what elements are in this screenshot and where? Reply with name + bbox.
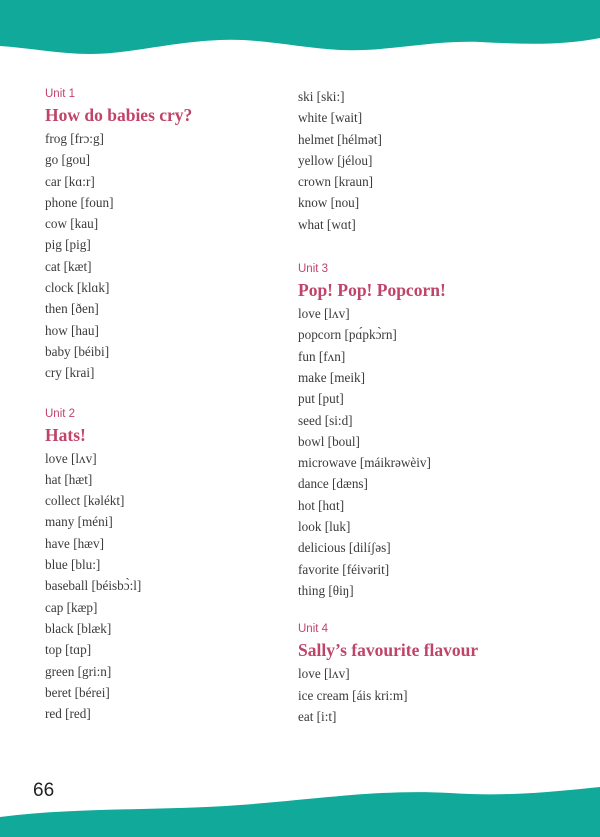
- vocab-word: collect [kəlékt]: [45, 493, 125, 509]
- vocab-word: thing [θiŋ]: [298, 582, 354, 598]
- vocab-word: love [lʌv]: [45, 450, 97, 466]
- vocab-word: yellow [jélou]: [298, 152, 373, 168]
- unit-label: Unit 1: [45, 88, 76, 100]
- vocab-word: dance [dæns]: [298, 476, 368, 492]
- vocab-word: red [red]: [45, 706, 91, 722]
- vocab-word: how [hau]: [45, 322, 99, 338]
- vocab-word: go [gou]: [45, 152, 91, 168]
- vocab-word: fun [fʌn]: [298, 348, 346, 364]
- vocab-word: top [tɑp]: [45, 642, 92, 658]
- vocab-word: know [nou]: [298, 195, 360, 211]
- vocab-word: black [blæk]: [45, 620, 112, 636]
- vocab-word: blue [blu:]: [45, 557, 101, 573]
- top-wave-banner: [0, 0, 600, 70]
- vocab-word: hat [hæt]: [45, 471, 93, 487]
- vocab-word: what [wɑt]: [298, 216, 356, 232]
- unit-label: Unit 4: [298, 623, 329, 636]
- vocab-word: popcorn [pɑ́pkɔ̀rn]: [298, 327, 397, 343]
- right-column: [298, 86, 578, 727]
- vocab-word: have [hæv]: [45, 535, 104, 551]
- vocab-word: cap [kæp]: [45, 599, 98, 615]
- unit-3-section: [298, 261, 578, 601]
- unit-label: Unit 3: [298, 263, 329, 276]
- vocab-word: love [lʌv]: [298, 306, 350, 322]
- vocab-word: car [kɑ:r]: [45, 173, 95, 189]
- vocab-word: make [meik]: [298, 369, 366, 385]
- unit-2-continued-section: [298, 86, 578, 235]
- vocab-word: many [méni]: [45, 514, 113, 530]
- vocab-word: delicious [dilíʃəs]: [298, 540, 391, 556]
- unit-title: Sally’s favourite flavour: [298, 640, 479, 661]
- vocab-word: then [ðen]: [45, 301, 99, 317]
- vocab-word: ski [ski:]: [298, 89, 345, 104]
- unit-4-section: [298, 621, 578, 727]
- unit-label: Unit 2: [45, 407, 76, 420]
- vocab-word: clock [klɑk]: [45, 280, 110, 296]
- vocab-word: green [gri:n]: [45, 663, 112, 679]
- vocab-word: put [put]: [298, 391, 344, 407]
- vocab-word: pig [pig]: [45, 237, 91, 253]
- vocab-word: love [lʌv]: [298, 666, 350, 682]
- vocab-word: seed [si:d]: [298, 412, 353, 428]
- vocab-word: bowl [boul]: [298, 433, 360, 449]
- vocab-word: baseball [béisbɔ̀:l]: [45, 578, 142, 594]
- vocab-word: cry [krai]: [45, 365, 95, 381]
- vocab-word: crown [kraun]: [298, 174, 374, 190]
- vocab-word: white [wait]: [298, 110, 363, 126]
- vocab-word: look [luk]: [298, 519, 351, 535]
- vocab-word: ice cream [áis kri:m]: [298, 687, 408, 703]
- unit-1-section: [45, 86, 285, 384]
- vocab-word: cow [kau]: [45, 216, 99, 232]
- bottom-wave-banner: [0, 787, 600, 837]
- unit-title: Hats!: [45, 424, 86, 445]
- left-column: [45, 86, 285, 724]
- vocab-word: cat [kæt]: [45, 258, 92, 274]
- vocab-word: beret [bérei]: [45, 684, 110, 700]
- vocab-word: favorite [féivərit]: [298, 561, 390, 577]
- unit-title: Pop! Pop! Popcorn!: [298, 280, 446, 301]
- vocab-word: baby [béibi]: [45, 343, 110, 359]
- vocab-word: hot [hɑt]: [298, 497, 345, 513]
- vocab-word: frog [frɔ:g]: [45, 131, 104, 146]
- vocab-word: eat [i:t]: [298, 708, 337, 724]
- vocab-word: phone [foun]: [45, 194, 114, 210]
- unit-title: How do babies cry?: [45, 105, 193, 125]
- vocab-word: microwave [máikrəwèiv]: [298, 455, 431, 471]
- vocab-word: helmet [hélmət]: [298, 131, 382, 147]
- page-number: 66: [33, 780, 55, 801]
- unit-2-section: [45, 406, 285, 725]
